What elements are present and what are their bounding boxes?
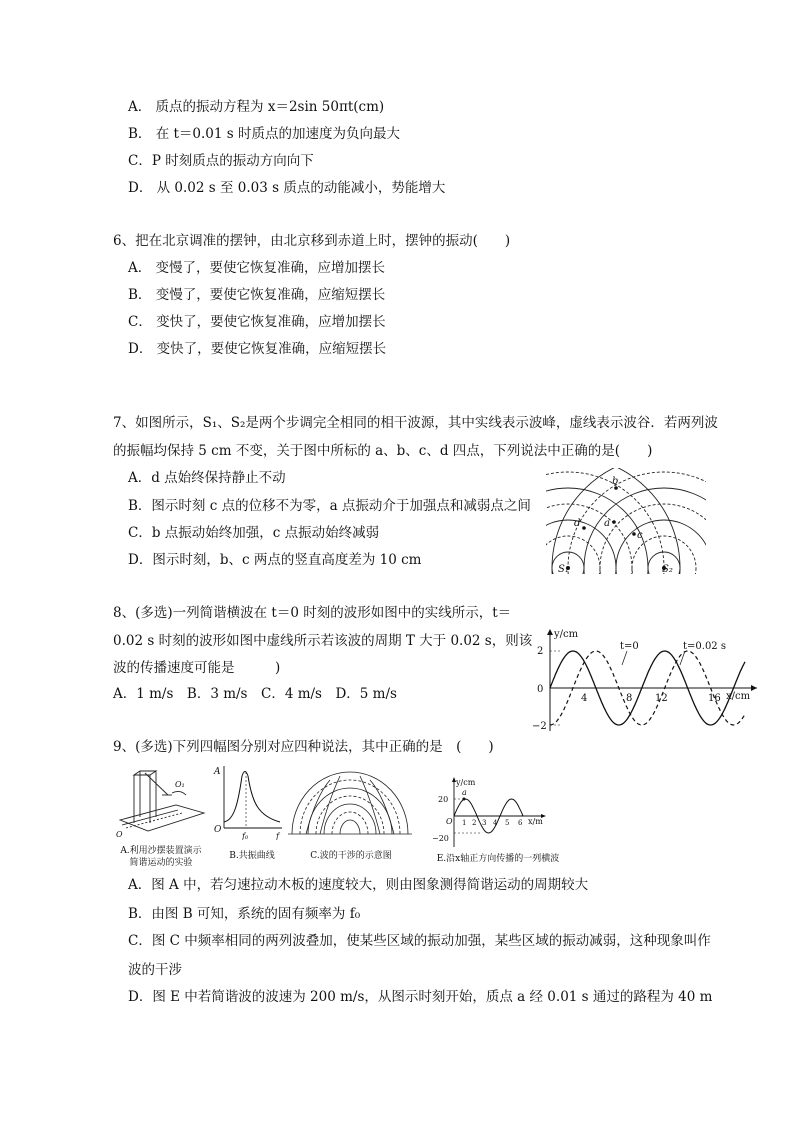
q6-option-b: B． 变慢了，要使它恢复准确，应缩短摆长 [128,287,386,303]
label-b: b [612,476,619,487]
q9-option-a: A．图 A 中，若匀速拉动木板的速度较大，则由图象测得简谐运动的周期较大 [128,877,589,893]
label-t002: t=0.02 s [683,641,726,652]
q5-option-a: A． 质点的振动方程为 x＝2sin 50πt(cm) [128,99,385,115]
ytick-0: 0 [537,684,544,695]
point-d-dot [582,526,586,530]
q5-option-d: D． 从 0.02 s 至 0.03 s 质点的动能减小，势能增大 [128,180,446,196]
fig-e-ylabel: y/cm [456,778,476,787]
fig-e-xlabel: x/m [528,817,543,826]
label-a: a [604,518,610,529]
label-o1: O₁ [175,780,185,789]
fig-e-o: O [446,817,453,826]
q9-caption-a-line2: 简谐运动的实验 [129,858,193,868]
q7-stem-line2: 的振幅均保持 5 cm 不变，关于图中所标的 a、b、c、d 四点，下列说法中正确的是( ) [113,443,653,459]
fig-e-tick-4: 4 [493,819,498,827]
resonance-curve [224,772,280,823]
q6-option-c: C． 变快了，要使它恢复准确，应增加摆长 [128,314,386,330]
q9-fig-e-transverse-wave [430,775,552,849]
fig-b-label-f0: f₀ [242,832,249,840]
point-a-dot [612,520,616,524]
q9-option-c-cont: 波的干涉 [128,962,182,978]
fig-e-yneg20: −20 [432,834,449,843]
q6-stem: 6、把在北京调准的摆钟，由北京移到赤道上时，摆钟的振动( ) [113,233,511,249]
xtick-8: 8 [626,693,633,704]
q8-stem-line1: 8、(多选)一列简谐横波在 t＝0 时刻的波形如图中的实线所示，t＝ [113,605,512,621]
q9-caption-a-line1: A.利用沙摆装置演示 [120,846,202,856]
q7-option-c: C．b 点振动始终加强，c 点振动始终减弱 [128,525,380,541]
fig-e-tick-2: 2 [472,819,477,827]
ytick-neg2: −2 [532,721,547,732]
q7-option-b: B．图示时刻 c 点的位移不为零，a 点振动介于加强点和减弱点之间 [128,498,531,514]
q9-caption-b: B.共振曲线 [229,851,275,861]
q9-option-b: B．由图 B 可知，系统的固有频率为 f₀ [128,906,361,922]
xtick-12: 12 [655,693,668,704]
x-axis-label: x/cm [726,691,751,702]
fig-b-label-a: A [214,767,221,777]
xtick-4: 4 [581,693,588,704]
fig-e-y20: 20 [438,795,449,804]
label-s2: S₂ [662,564,673,575]
q9-caption-c: C.波的干涉的示意图 [310,851,392,861]
q9-fig-c-interference [286,766,414,836]
q9-caption-e: E.沿x轴正方向传播的一列横波 [436,854,560,864]
label-t0-pointer [622,651,627,665]
fig-e-a: a [462,788,467,797]
q8-stem-line2: 0.02 s 时刻的波形如图中虚线所示若该波的周期 T 大于 0.02 s，则该 [113,633,533,649]
label-c: c [637,530,643,541]
label-d: d [574,518,581,529]
q7-stem-line1: 7、如图所示，S₁、S₂是两个步调完全相同的相干波源，其中实线表示波峰，虚线表示波谷．若两列波 [113,415,718,431]
q9-option-c: C．图 C 中频率相同的两列波叠加，使某些区域的振动加强，某些区域的振动减弱，这种现象叫作 [128,933,711,949]
q7-interference-figure [546,468,706,576]
q9-option-d: D．图 E 中若简谐波的波速为 200 m/s，从图示时刻开始，质点 a 经 0.01 s 通过的路程为 40 m [128,989,713,1005]
q8-options: A．1 m/s B．3 m/s C．4 m/s D．5 m/s [113,686,397,702]
xtick-16: 16 [708,693,721,704]
q5-option-b: B． 在 t＝0.01 s 时质点的加速度为负向最大 [128,126,400,142]
q9-stem: 9、(多选)下列四幅图分别对应四种说法，其中正确的是 ( ) [113,739,494,755]
q9-fig-a-sand-pendulum [112,765,207,845]
q8-stem-line3: 波的传播速度可能是 ) [113,660,281,676]
point-c-dot [632,532,636,536]
q6-option-d: D． 变快了，要使它恢复准确，应缩短摆长 [128,341,387,357]
fig-b-label-f: f [276,832,279,840]
x-axis-arrow [751,685,757,691]
q9-fig-b-resonance-curve [212,764,284,840]
label-s1: S₁ [558,564,569,575]
q5-option-c: C．P 时刻质点的振动方向向下 [128,153,314,169]
fig-e-tick-1: 1 [462,819,467,827]
y-axis-arrow [547,629,553,635]
fig-e-tick-6: 6 [518,819,523,827]
ytick-2: 2 [537,646,544,657]
q6-option-a: A． 变慢了，要使它恢复准确，应增加摆长 [128,260,386,276]
label-o: O [116,830,123,839]
fig-e-point-a [463,798,466,801]
label-t002-pointer [680,651,685,665]
fig-e-tick-3: 3 [482,819,487,827]
q8-wave-graph [525,625,765,737]
label-t0: t=0 [620,641,639,652]
q7-option-d: D．图示时刻，b、c 两点的竖直高度差为 10 cm [128,552,422,568]
fig-b-label-o: O [214,825,222,835]
fig-e-tick-5: 5 [505,819,510,827]
y-axis-label: y/cm [554,629,579,640]
q7-option-a: A．d 点始终保持静止不动 [128,470,286,486]
